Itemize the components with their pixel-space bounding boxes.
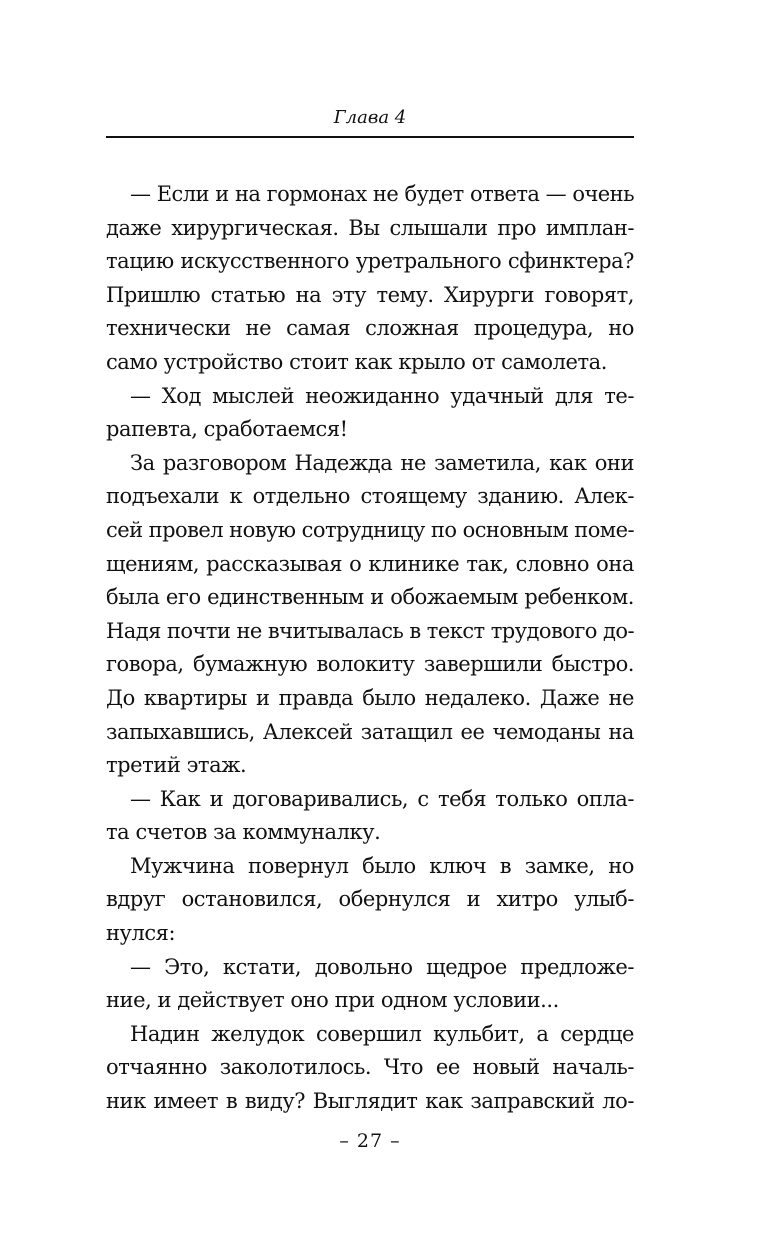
- text-line: само устройство стоит как крыло от самолета.: [106, 349, 607, 374]
- text-line: — Как и договаривались, с тебя только опла-: [130, 786, 634, 811]
- text-line: третий этаж.: [106, 753, 247, 778]
- paragraph: [106, 783, 634, 850]
- text-line: За разговором Надежда не заметила, как они: [130, 450, 634, 475]
- header-rule: [106, 136, 634, 138]
- text-line: запыхавшись, Алексей затащил ее чемоданы на: [106, 719, 634, 744]
- body-text: [106, 178, 634, 1119]
- text-line: говора, бумажную волокиту завершили быстро.: [106, 652, 634, 677]
- paragraph: [106, 380, 634, 447]
- text-line: ние, и действует оно при одном условии...: [106, 988, 559, 1013]
- text-line: Надя почти не вчитывалась в текст трудового до-: [106, 618, 635, 643]
- paragraph: [106, 178, 634, 380]
- text-line: подъехали к отдельно стоящему зданию. Алек-: [106, 484, 634, 509]
- text-line: отчаянно заколотилось. Что ее новый началь-: [106, 1055, 634, 1080]
- text-line: тацию искусственного уретрального сфинктера?: [106, 249, 634, 274]
- text-line: рапевта, сработаемся!: [106, 417, 348, 442]
- text-line: До квартиры и правда было недалеко. Даже не: [106, 685, 634, 710]
- page-number: – 27 –: [339, 1130, 401, 1152]
- text-line: — Это, кстати, довольно щедрое предложе-: [130, 954, 634, 979]
- text-line: Пришлю статью на эту тему. Хирурги говорят,: [106, 282, 634, 307]
- paragraph: [106, 951, 634, 1018]
- text-line: вдруг остановился, обернулся и хитро улыб-: [106, 887, 634, 912]
- text-line: была его единственным и обожаемым ребенком.: [106, 585, 634, 610]
- text-line: — Если и на гормонах не будет ответа — очень: [130, 182, 634, 206]
- text-line: сей провел новую сотрудницу по основным поме-: [106, 517, 634, 542]
- paragraph: [106, 850, 634, 951]
- text-line: технически не самая сложная процедура, но: [106, 316, 634, 341]
- paragraph: [106, 447, 634, 783]
- text-line: та счетов за коммуналку.: [106, 820, 381, 845]
- text-line: даже хирургическая. Вы слышали про имплан-: [106, 215, 634, 240]
- paragraph: [106, 1018, 634, 1119]
- running-head-chapter: Глава 4: [333, 107, 407, 128]
- text-line: нулся:: [106, 921, 176, 946]
- text-line: — Ход мыслей неожиданно удачный для те-: [130, 383, 634, 408]
- text-line: щениям, рассказывая о клинике так, словно она: [106, 551, 634, 576]
- text-line: ник имеет в виду? Выглядит как заправский ло-: [106, 1089, 634, 1114]
- text-line: Мужчина повернул было ключ в замке, но: [130, 853, 634, 878]
- text-line: Надин желудок совершил кульбит, а сердце: [130, 1021, 634, 1046]
